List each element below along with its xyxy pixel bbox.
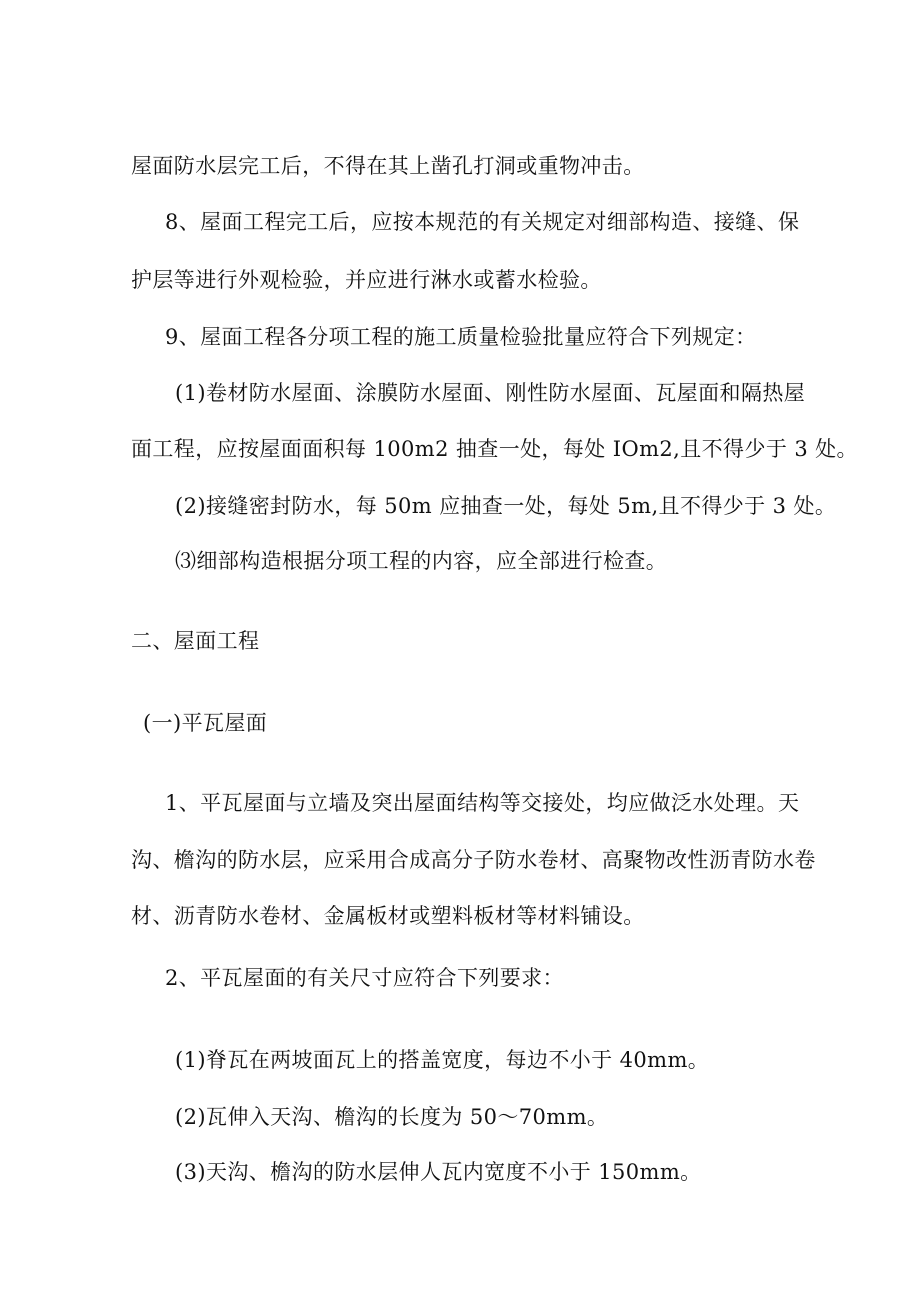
text-line: 2、平瓦屋面的有关尺寸应符合下列要求： — [165, 966, 564, 990]
text-line: 材、沥青防水卷材、金属板材或塑料板材等材料铺设。 — [131, 904, 645, 928]
text-line: (1)脊瓦在两坡面瓦上的搭盖宽度，每边不小于 40mm。 — [175, 1048, 710, 1072]
text-line: 9、屋面工程各分项工程的施工质量检验批量应符合下列规定： — [165, 325, 757, 349]
text-line: 沟、檐沟的防水层，应采用合成高分子防水卷材、高聚物改性沥青防水卷 — [131, 848, 816, 872]
text-line: (2)接缝密封防水，每 50m 应抽查一处，每处 5m,且不得少于 3 处。 — [175, 494, 837, 518]
text-line: (2)瓦伸入天沟、檐沟的长度为 50～70mm。 — [175, 1105, 609, 1129]
text-line: 8、屋面工程完工后，应按本规范的有关规定对细部构造、接缝、保 — [165, 210, 800, 234]
text-line: 屋面防水层完工后，不得在其上凿孔打洞或重物冲击。 — [131, 154, 645, 178]
text-line: 1、平瓦屋面与立墙及突出屋面结构等交接处，均应做泛水处理。天 — [165, 791, 800, 815]
text-line: (3)天沟、檐沟的防水层伸人瓦内宽度不小于 150mm。 — [175, 1160, 702, 1184]
subsection-heading: (一)平瓦屋面 — [143, 711, 268, 735]
text-line: 护层等进行外观检验，并应进行淋水或蓄水检验。 — [131, 268, 602, 292]
text-line: 面工程，应按屋面面积每 100m2 抽查一处，每处 IOm2,且不得少于 3 处。 — [131, 437, 858, 461]
text-line: (1)卷材防水屋面、涂膜防水屋面、刚性防水屋面、瓦屋面和隔热屋 — [175, 381, 806, 405]
section-heading: 二、屋面工程 — [131, 629, 260, 653]
text-line: ⑶细部构造根据分项工程的内容，应全部进行检查。 — [175, 549, 668, 573]
